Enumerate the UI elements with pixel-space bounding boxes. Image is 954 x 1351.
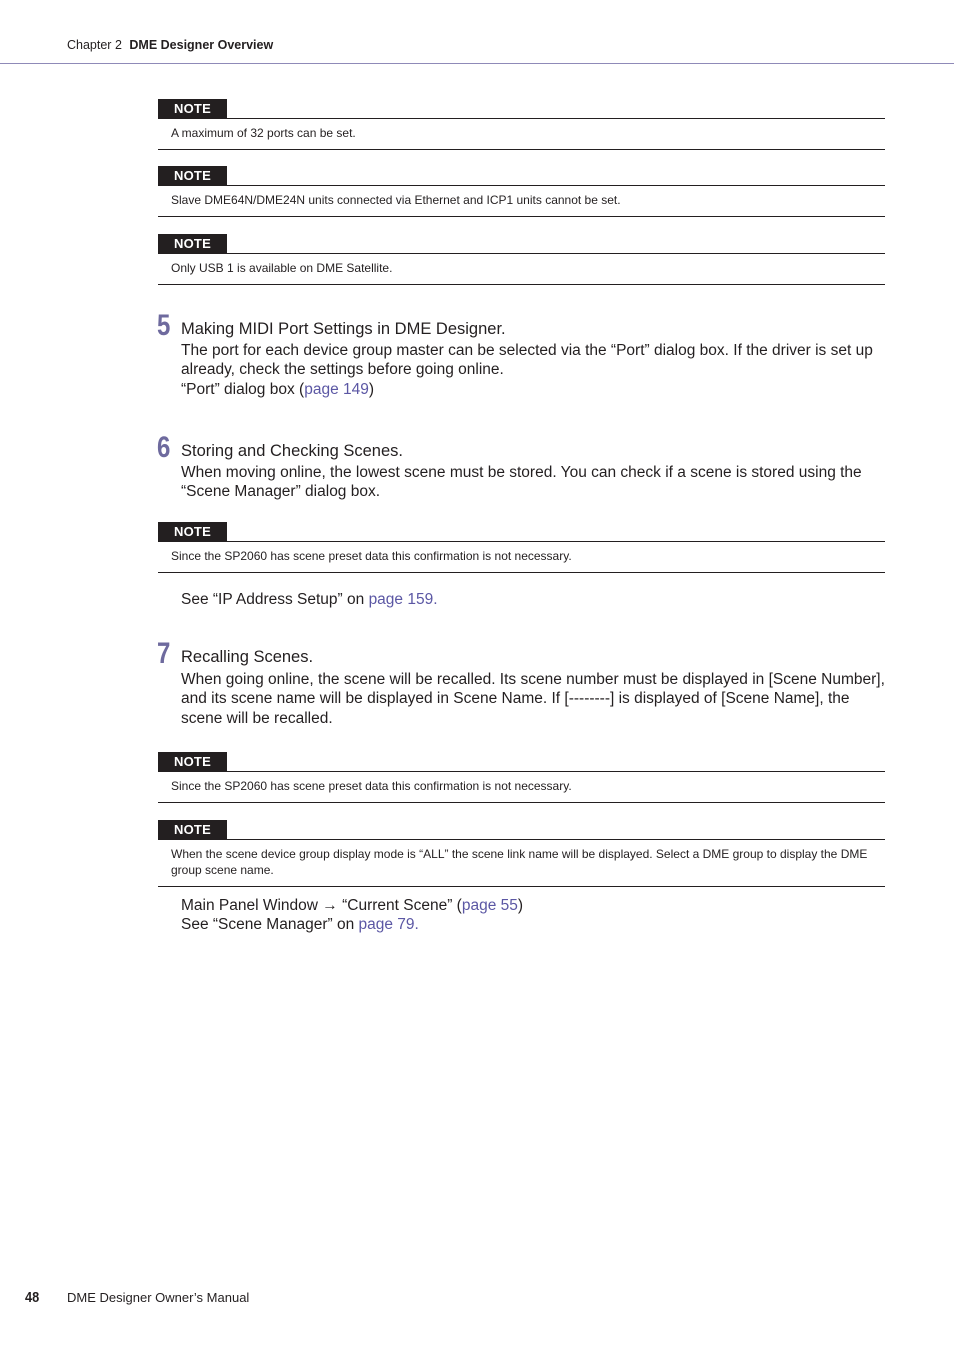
step-body: The port for each device group master can be selected via the “Port” dialog box. If the driver is set up already, check the settings before going online. [181,342,873,379]
note-label: NOTE [158,166,227,186]
page-header [0,0,954,64]
note-text: A maximum of 32 ports can be set. [158,119,885,150]
manual-title: DME Designer Owner’s Manual [67,1290,250,1305]
note-text: Only USB 1 is available on DME Satellite. [158,254,885,285]
reference-text: “Port” dialog box ( [181,381,305,398]
step-reference [181,380,886,399]
page-link[interactable]: page 149 [304,381,369,398]
step-body: When going online, the scene will be recalled. Its scene number must be displayed in [Scene Number], and its scene name will be displayed in Scene Name. If [--------] is displayed of [Scene Name], the scene will be recalled. [181,671,885,727]
note-text: Since the SP2060 has scene preset data this confirmation is not necessary. [158,542,885,573]
step-body: When moving online, the lowest scene must be stored. You can check if a scene is stored using the “Scene Manager” dialog box. [181,464,862,501]
reference-text: See “IP Address Setup” on [181,591,369,608]
step-number: 6 [157,431,171,464]
reference-text: ) [517,897,524,914]
note-text: When the scene device group display mode is “ALL” the scene link name will be displayed. Select a DME group to display the DME group scene name. [158,840,885,887]
step-reference [181,915,886,934]
step-reference [181,896,886,915]
step-title: Recalling Scenes. [181,648,314,666]
note-label: NOTE [158,820,227,840]
running-header [67,38,273,52]
note-box [158,522,885,563]
step-number: 7 [157,637,171,670]
step-title: Storing and Checking Scenes. [181,442,403,460]
note-label: NOTE [158,752,227,772]
step-number: 5 [157,309,171,342]
page-link[interactable]: page 79. [358,916,419,933]
note-label: NOTE [158,99,227,119]
note-box [158,234,885,275]
note-text: Slave DME64N/DME24N units connected via Ethernet and ICP1 units cannot be set. [158,186,885,217]
note-text: Since the SP2060 has scene preset data this confirmation is not necessary. [158,772,885,803]
step-title: Making MIDI Port Settings in DME Designer. [181,320,506,338]
reference-text: Main Panel Window → “Current Scene” ( [181,897,462,914]
step-reference [181,590,886,609]
page-number: 48 [25,1289,40,1306]
page-link[interactable]: page 159. [368,591,438,608]
note-box [158,166,885,207]
note-box [158,820,885,877]
note-label: NOTE [158,234,227,254]
page-link[interactable]: page 55 [461,897,518,914]
chapter-label: Chapter 2 [67,38,122,52]
reference-text: See “Scene Manager” on [181,916,359,933]
note-box [158,99,885,140]
reference-text: ) [368,381,375,398]
chapter-title: DME Designer Overview [129,38,274,52]
note-label: NOTE [158,522,227,542]
note-box [158,752,885,793]
